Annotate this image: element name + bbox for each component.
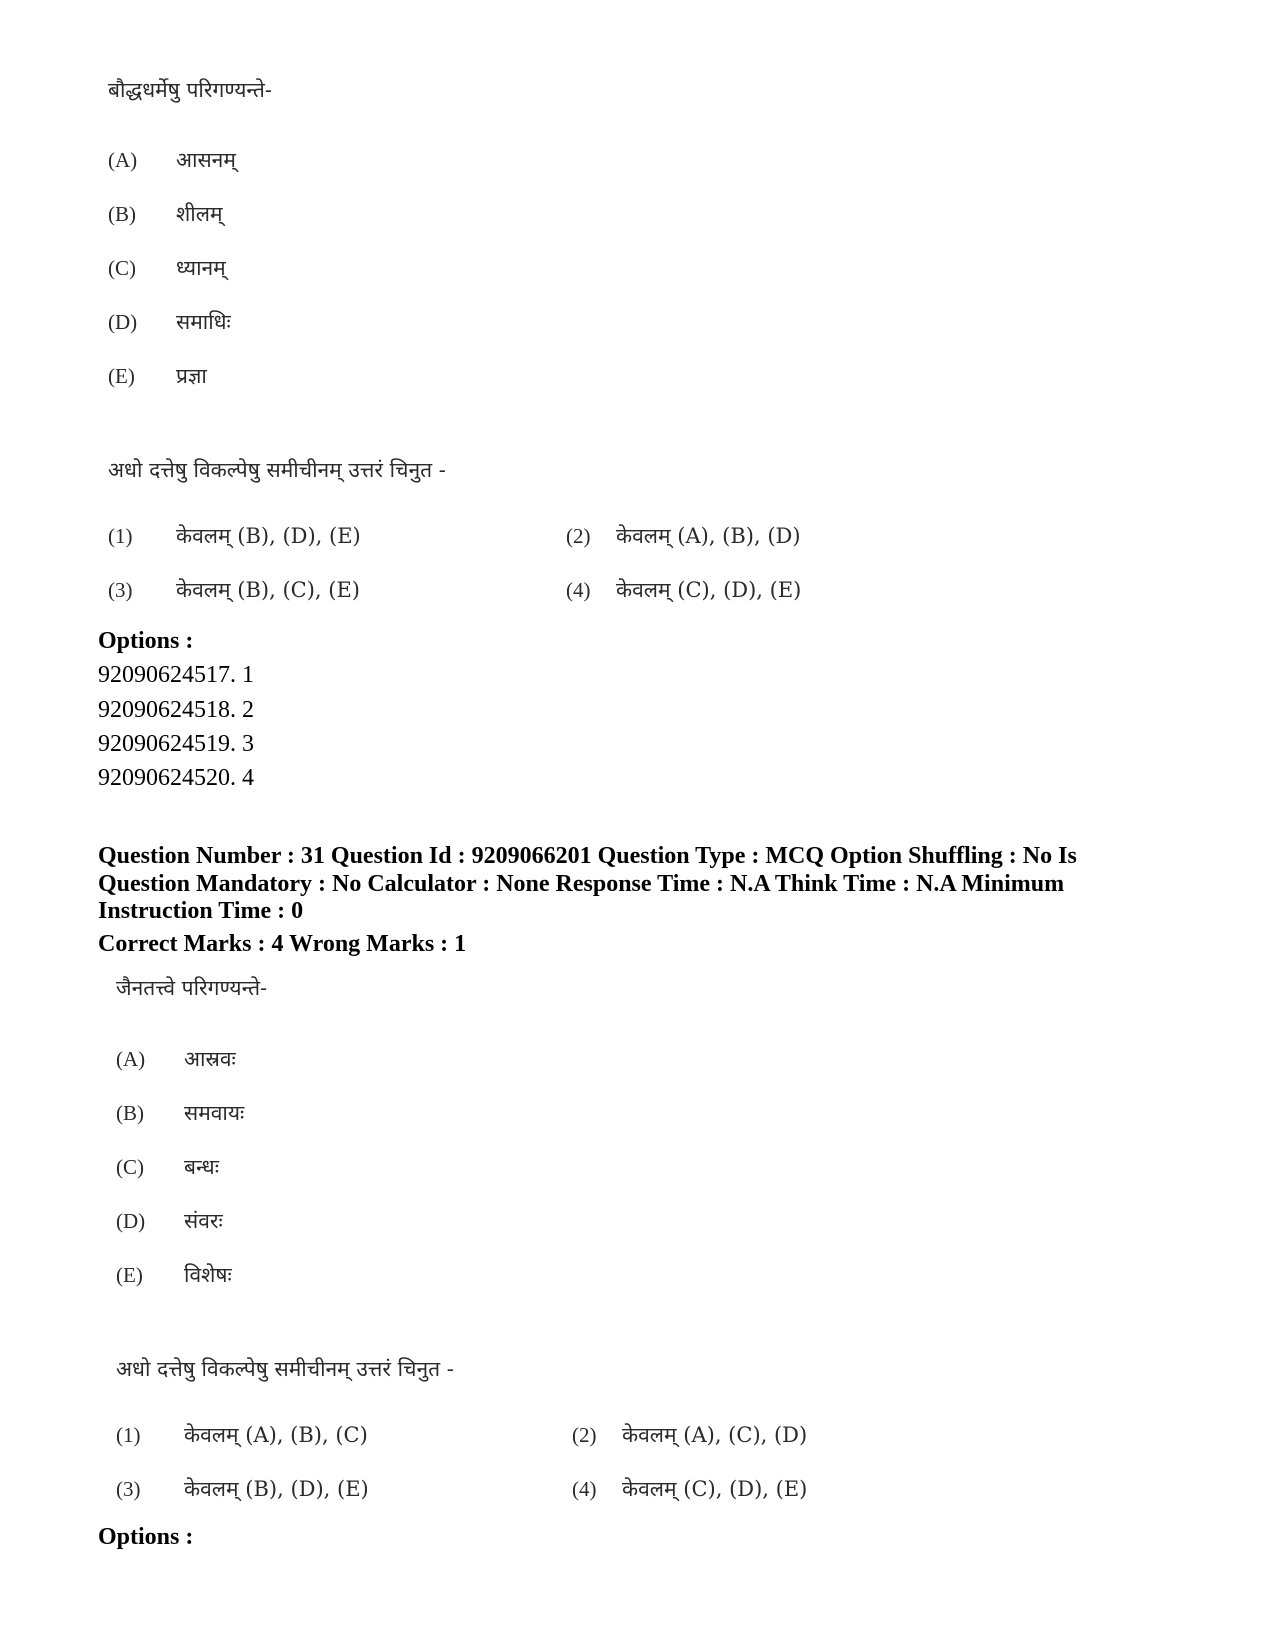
q2-meta-line-1: Question Number : 31 Question Id : 9209066201 Question Type : MCQ Option Shuffling : No Is [98, 843, 1077, 869]
q1-item-text-e: प्रज्ञा [176, 364, 207, 388]
q2-choice-num-1: (1) [116, 1423, 141, 1447]
q2-item-label-a: (A) [116, 1047, 146, 1071]
q1-choice-text-2: केवलम् (A), (B), (D) [616, 524, 801, 548]
q2-choice-num-2: (2) [572, 1423, 597, 1447]
q1-item-label-d: (D) [108, 310, 138, 334]
q1-option-1: 92090624517. 1 [98, 662, 254, 688]
q1-item-text-a: आसनम् [176, 148, 236, 172]
q1-item-text-c: ध्यानम् [176, 256, 226, 280]
q1-item-text-d: समाधिः [176, 310, 231, 334]
q1-choice-num-2: (2) [566, 524, 591, 548]
q2-choice-text-1: केवलम् (A), (B), (C) [184, 1423, 368, 1447]
q2-item-text-d: संवरः [184, 1209, 223, 1233]
q1-choice-num-3: (3) [108, 578, 133, 602]
q2-item-label-c: (C) [116, 1155, 144, 1179]
q2-item-label-d: (D) [116, 1209, 146, 1233]
q1-options-heading: Options : [98, 628, 194, 654]
q1-choice-text-3: केवलम् (B), (C), (E) [176, 578, 360, 602]
q1-choice-text-4: केवलम् (C), (D), (E) [616, 578, 802, 602]
q1-option-3: 92090624519. 3 [98, 731, 254, 757]
q2-choice-num-3: (3) [116, 1477, 141, 1501]
q2-choice-text-3: केवलम् (B), (D), (E) [184, 1477, 369, 1501]
q2-marks: Correct Marks : 4 Wrong Marks : 1 [98, 931, 467, 957]
q1-item-label-c: (C) [108, 256, 136, 280]
q2-item-text-a: आस्रवः [184, 1047, 236, 1071]
q2-meta-line-2: Question Mandatory : No Calculator : None Response Time : N.A Think Time : N.A Minimum [98, 871, 1065, 897]
q2-item-text-c: बन्धः [184, 1155, 219, 1179]
q1-item-label-a: (A) [108, 148, 138, 172]
q1-option-2: 92090624518. 2 [98, 697, 254, 723]
q1-item-label-e: (E) [108, 364, 135, 388]
q1-choice-num-1: (1) [108, 524, 133, 548]
q2-item-label-e: (E) [116, 1263, 143, 1287]
q2-choice-text-4: केवलम् (C), (D), (E) [622, 1477, 808, 1501]
q1-instruction: अधो दत्तेषु विकल्पेषु समीचीनम् उत्तरं चिनुत - [108, 458, 446, 482]
q2-options-heading: Options : [98, 1524, 194, 1550]
q1-choice-text-1: केवलम् (B), (D), (E) [176, 524, 361, 548]
q1-prompt: बौद्धधर्मेषु परिगण्यन्ते- [108, 78, 272, 102]
q1-item-label-b: (B) [108, 202, 136, 226]
q2-prompt: जैनतत्त्वे परिगण्यन्ते- [116, 976, 268, 1000]
q1-choice-num-4: (4) [566, 578, 591, 602]
q2-instruction: अधो दत्तेषु विकल्पेषु समीचीनम् उत्तरं चिनुत - [116, 1357, 454, 1381]
q2-item-text-e: विशेषः [184, 1263, 232, 1287]
q2-choice-text-2: केवलम् (A), (C), (D) [622, 1423, 808, 1447]
q2-choice-num-4: (4) [572, 1477, 597, 1501]
q2-item-text-b: समवायः [184, 1101, 245, 1125]
q2-meta-line-3: Instruction Time : 0 [98, 898, 304, 924]
q1-item-text-b: शीलम् [176, 202, 223, 226]
q1-option-4: 92090624520. 4 [98, 765, 254, 791]
q2-item-label-b: (B) [116, 1101, 144, 1125]
